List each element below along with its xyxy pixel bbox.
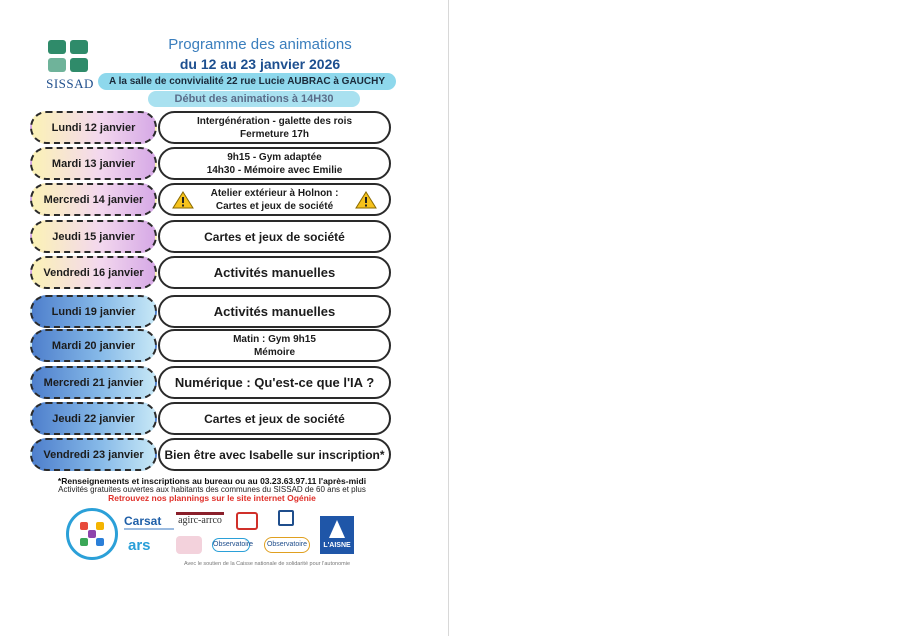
partner-badge-logo [66,508,118,560]
day-label: Mardi 20 janvier [30,329,157,362]
activity-line: Atelier extérieur à Holnon : [210,187,339,199]
day-label: Mardi 13 janvier [30,147,157,180]
carsat-underline [124,528,174,530]
start-time-banner: Début des animations à 14H30 [148,91,360,107]
activity-box [158,220,391,253]
day-label: Mercredi 14 janvier [30,183,157,216]
day-label: Lundi 19 janvier [30,295,157,328]
warning-icon [355,191,377,209]
activity-box [158,329,391,362]
logo-square [48,58,66,72]
activity-box [158,295,391,328]
venue-banner: A la salle de convivialité 22 rue Lucie AUBRAC à GAUCHY [98,73,396,90]
activity-line: 14h30 - Mémoire avec Emilie [206,164,343,176]
page-title: Programme des animations [168,36,352,53]
activity-line: Cartes et jeux de société [204,229,345,244]
day-label: Jeudi 15 janvier [30,220,157,253]
activity-line: Fermeture 17h [240,128,309,140]
activity-box [158,402,391,435]
activity-box [158,111,391,144]
activity-box [158,256,391,289]
activity-line: Activités manuelles [213,265,336,280]
day-label: Vendredi 23 janvier [30,438,157,471]
activity-line: Matin : Gym 9h15 [233,333,316,345]
aisne-label: L'AISNE [323,542,351,549]
carsat-logo: Carsat [124,514,162,528]
date-range: du 12 au 23 janvier 2026 [179,56,341,72]
aisne-logo [320,516,354,554]
eligibility-note: Activités gratuites ouvertes aux habitants des communes du SISSAD de 60 ans et plus [58,485,366,494]
ars-logo: ars [128,537,151,554]
book-icon [278,510,294,526]
activity-line: 9h15 - Gym adaptée [227,151,322,163]
aisne-a-icon [329,520,345,538]
observatoire-logo: Observatoire [264,537,310,553]
logo-square [48,40,66,54]
sissad-logo [44,38,96,94]
website-note: Retrouvez nos plannings sur le site internet Ogénie [108,493,316,503]
activity-line: Cartes et jeux de société [204,411,345,426]
day-label: Lundi 12 janvier [30,111,157,144]
activity-box [158,183,391,216]
activity-line: Mémoire [253,346,296,358]
activity-line: Numérique : Qu'est-ce que l'IA ? [174,375,375,390]
activity-line: Cartes et jeux de société [215,200,334,212]
activity-box [158,438,391,471]
activity-box [158,147,391,180]
day-label: Jeudi 22 janvier [30,402,157,435]
day-label: Vendredi 16 janvier [30,256,157,289]
logo-text: SISSAD [46,76,94,91]
page-fold [448,0,449,636]
logo-square [70,58,88,72]
day-label: Mercredi 21 janvier [30,366,157,399]
support-caption: Avec le soutien de la Caisse nationale de solidarité pour l'autonomie [183,561,351,567]
info-note: *Renseignements et inscriptions au bureau ou au 03.23.63.97.11 l'après-midi [57,476,367,486]
observatoire-logo: Observatoire [212,538,250,552]
partner-logo [176,536,202,554]
warning-icon [172,191,194,209]
department-logo [236,512,258,530]
agirc-arrco-logo: agirc-arrco [176,512,224,526]
activity-line: Activités manuelles [213,304,336,319]
logo-square [70,40,88,54]
activity-line: Intergénération - galette des rois [196,115,353,127]
activity-line: Bien être avec Isabelle sur inscription* [164,447,385,462]
activity-box [158,366,391,399]
